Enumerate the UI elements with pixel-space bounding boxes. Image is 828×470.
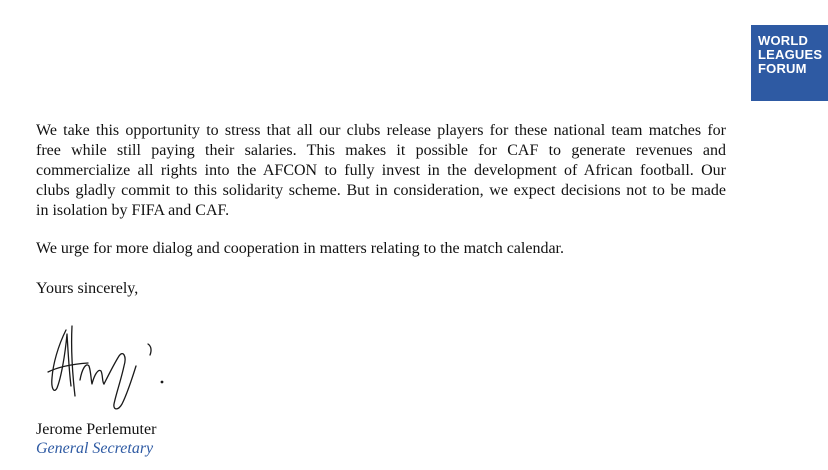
letter-paragraph-1 (36, 121, 726, 221)
signer-title: General Secretary (36, 440, 154, 457)
world-leagues-forum-logo (751, 25, 828, 101)
paragraph-1-line-2: free while still paying their salaries. This makes it possible for CAF to generate revenues and (36, 142, 726, 159)
paragraph-1-line-1: We take this opportunity to stress that all our clubs release players for these national team matches for (36, 122, 726, 139)
logo-line-1: WORLD (758, 33, 809, 48)
handwritten-signature-icon (44, 322, 174, 414)
logo-line-3: FORUM (758, 61, 807, 76)
paragraph-1-line-4: clubs gladly commit to this solidarity scheme. But in consideration, we expect decisions not to be made (36, 182, 726, 199)
letter-paragraph-2: We urge for more dialog and cooperation in matters relating to the match calendar. (36, 240, 564, 257)
logo-line-2: LEAGUES (758, 47, 823, 62)
paragraph-1-line-5: in isolation by FIFA and CAF. (36, 202, 230, 219)
paragraph-1-line-3: commercialize all rights into the AFCON to fully invest in the development of African football. Our (36, 162, 726, 179)
signer-name: Jerome Perlemuter (36, 421, 157, 438)
letter-closing: Yours sincerely, (36, 280, 139, 297)
